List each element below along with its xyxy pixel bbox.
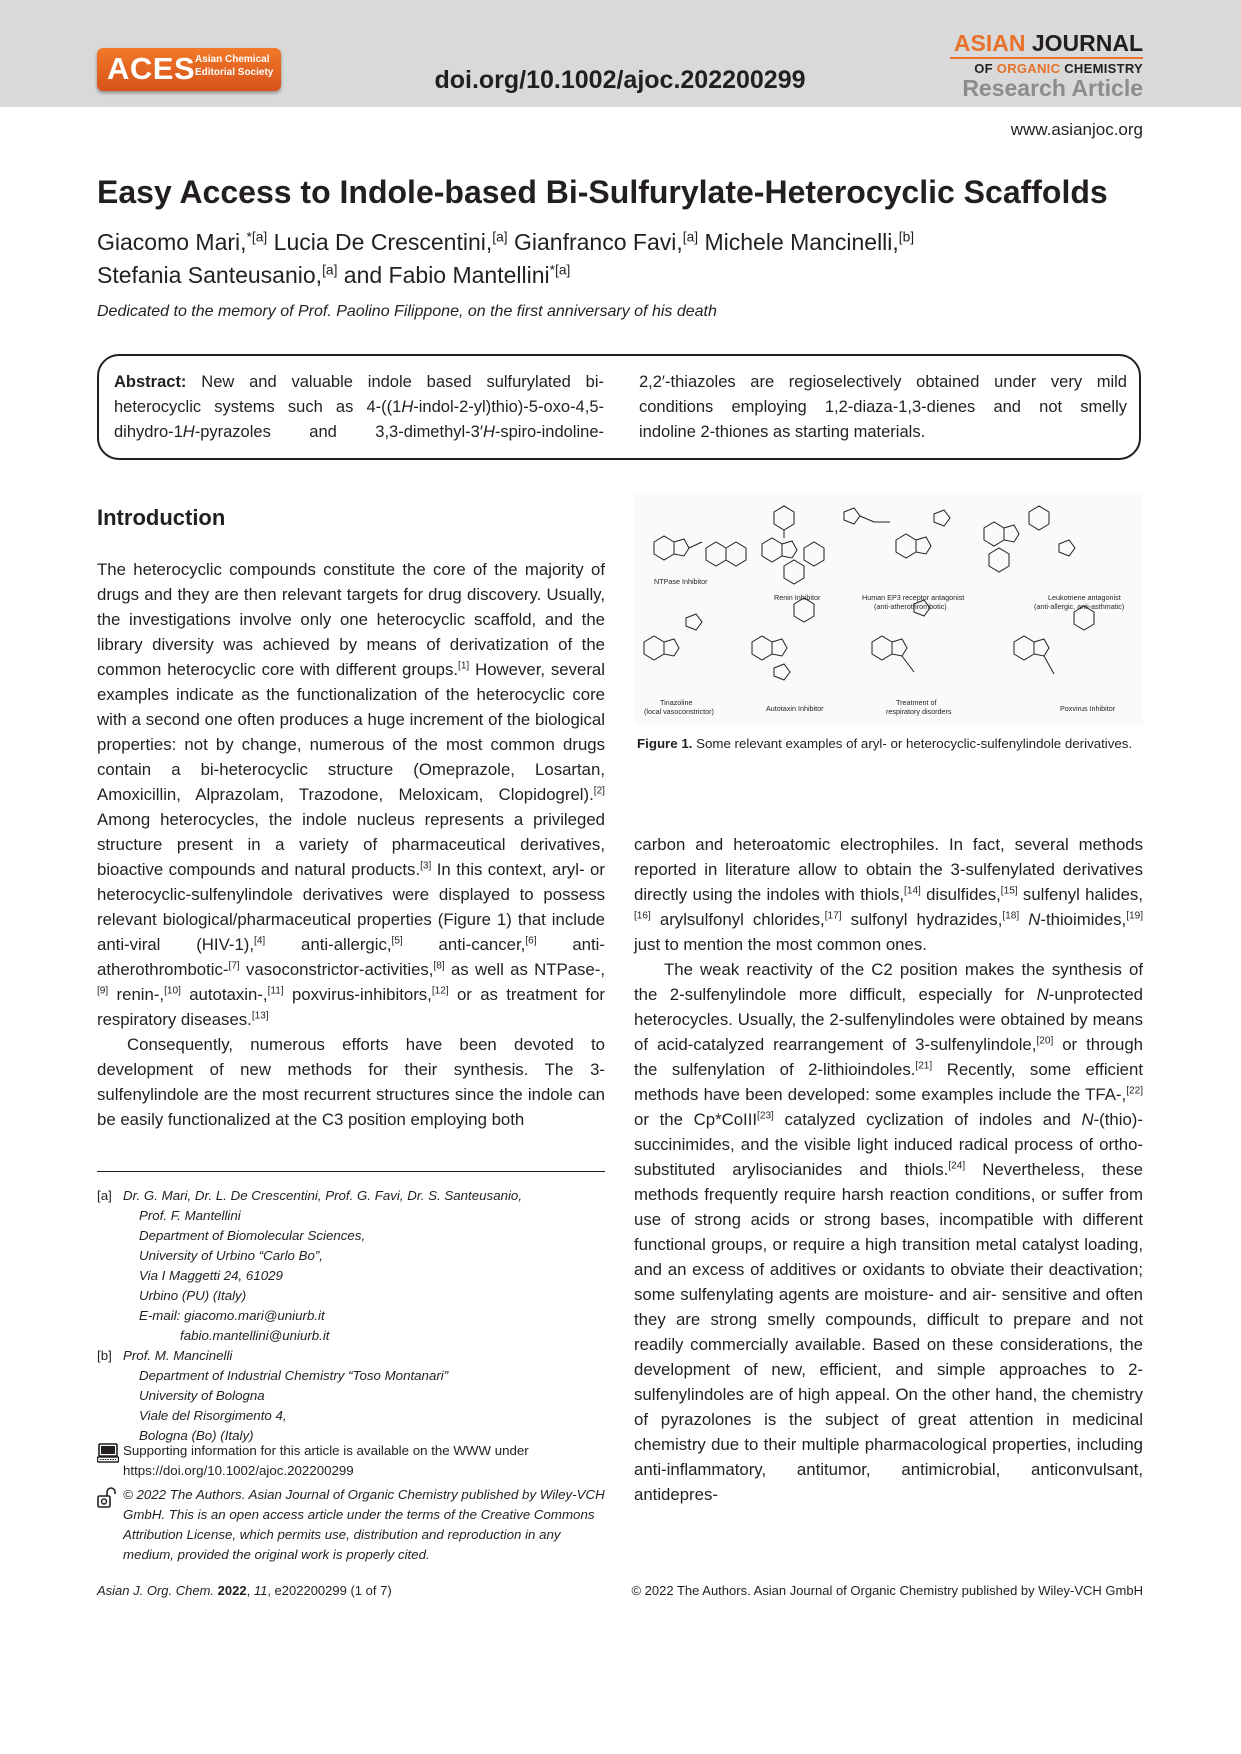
citation[interactable]: [11] <box>267 985 284 997</box>
citation[interactable]: [1] <box>458 660 470 672</box>
figure-label: Leukotriene antagonist <box>1048 593 1121 602</box>
affiliation-b <box>97 1346 607 1446</box>
text-run: vasoconstrictor-activities, <box>239 960 434 979</box>
text-run: or as treatment for respiratory diseases. <box>97 985 605 1029</box>
citation[interactable]: [16] <box>634 910 651 922</box>
figure-1-structures <box>634 492 1143 725</box>
abstract-label: Abstract: <box>114 373 187 391</box>
text-run: -unprotected heterocycles. Usually, the 2-sulfenylindoles were obtained by means of acid-catalyzed rearrangement of 3-sulfenylindole, <box>634 985 1143 1054</box>
text-run: as well as NTPase-, <box>444 960 606 979</box>
citation[interactable]: [12] <box>431 985 449 997</box>
text-run: anti-allergic, <box>265 935 392 954</box>
footer-volume: 11 <box>253 1583 268 1598</box>
author-name: and Fabio Mantellini <box>343 262 550 288</box>
affiliation-line: Viale del Risorgimento 4, <box>139 1408 287 1423</box>
dedication: Dedicated to the memory of Prof. Paolino Filippone, on the first anniversary of his death <box>97 303 717 320</box>
abstract-text: New and valuable indole based sulfurylated bi- <box>186 373 604 391</box>
figure-label: (anti-allergic, anti-asthmatic) <box>1034 602 1125 611</box>
footer-article-id: , e202200299 (1 of 7) <box>267 1583 392 1598</box>
abstract-text: dihydro-1 <box>114 423 183 441</box>
text-run: poxvirus-inhibitors, <box>283 985 432 1004</box>
citation[interactable]: [24] <box>948 1160 966 1172</box>
text-run: or through the sulfenylation of 2-lithioindoles. <box>634 1035 1143 1079</box>
email-line[interactable]: fabio.mantellini@uniurb.it <box>180 1328 330 1343</box>
abstract-text: -indol-2-yl)thio)-5-oxo-4,5- <box>413 398 604 416</box>
footer-citation: Asian J. Org. Chem. 2022, 11, e202200299 (1 of 7) <box>97 1583 392 1598</box>
affiliation-line: Dr. G. Mari, Dr. L. De Crescentini, Prof. G. Favi, Dr. S. Santeusanio, <box>123 1188 523 1203</box>
aces-logo[interactable] <box>97 48 281 91</box>
computer-icon <box>97 1443 119 1463</box>
affiliation-a <box>97 1186 607 1346</box>
author-affiliation-mark: *[a] <box>246 229 268 245</box>
author-list <box>97 226 1147 292</box>
supporting-info-text[interactable]: Supporting information for this article is available on the WWW under https://doi.org/10.1002/ajoc.202200299 <box>123 1443 529 1478</box>
author-affiliation-mark: *[a] <box>549 262 571 278</box>
affiliation-line: Prof. M. Mancinelli <box>123 1348 233 1363</box>
affiliation-line: Urbino (PU) (Italy) <box>139 1288 247 1303</box>
citation[interactable]: [13] <box>251 1010 269 1022</box>
footer-copyright: © 2022 The Authors. Asian Journal of Organic Chemistry published by Wiley-VCH GmbH <box>631 1583 1143 1598</box>
text-run: anti-atherothrombotic- <box>97 935 605 979</box>
text-run: The heterocyclic compounds constitute the core of the majority of drugs and they are then relevant targets for drug discovery. Usually, the investigations involve only one heterocyclic scaffold, and the library diversity was achieved by means of derivatization of the common heterocyclic core with different groups. <box>97 560 605 679</box>
journal-website-link[interactable]: www.asianjoc.org <box>1010 120 1143 139</box>
citation[interactable]: [8] <box>433 960 445 972</box>
figure-label: (local vasoconstrictor) <box>644 707 714 716</box>
text-run: autotaxin-, <box>180 985 268 1004</box>
citation[interactable]: [14] <box>904 885 921 897</box>
left-column-body <box>97 557 605 1132</box>
abstract-italic: H <box>182 423 195 441</box>
figure-label: Poxvirus Inhibitor <box>1060 704 1116 713</box>
abstract-text: indoline 2-thiones as starting materials. <box>639 423 926 441</box>
right-column-body <box>634 832 1143 1507</box>
text-run: sulfonyl hydrazides, <box>841 910 1003 929</box>
figure-label: NTPase Inhibitor <box>654 577 708 586</box>
text-run: Among heterocycles, the indole nucleus represents a privileged structure present in a variety of pharmaceutical derivatives, bioactive compounds and natural products. <box>97 810 605 879</box>
citation[interactable]: [23] <box>757 1110 774 1122</box>
paragraph <box>634 832 1143 957</box>
text-run: catalyzed cyclization of indoles and <box>773 1110 1082 1129</box>
affiliation-line: University of Bologna <box>139 1388 265 1403</box>
text-run: -(thio)-succinimides, and the visible light induced radical process of ortho-substituted arylisocianides and thiols. <box>634 1110 1143 1179</box>
footer-journal: Asian J. Org. Chem. <box>97 1583 215 1598</box>
journal-word-asian: ASIAN <box>953 30 1026 56</box>
text-run: Recently, some efficient methods have been developed: some examples include the TFA-, <box>634 1060 1144 1104</box>
citation[interactable]: [9] <box>97 985 109 997</box>
author-name: Gianfranco Favi, <box>514 229 683 255</box>
abstract-text: 2,2′-thiazoles are regioselectively obtained under very mild <box>639 373 1127 391</box>
author-affiliation-mark: [b] <box>898 229 915 245</box>
article-type: Research Article <box>962 75 1143 101</box>
aces-logo-text: ACES <box>107 51 196 86</box>
italic-run: N <box>1081 1110 1094 1129</box>
article-title: Easy Access to Indole-based Bi-Sulfurylate-Heterocyclic Scaffolds <box>97 174 1108 210</box>
text-run: Nevertheless, these methods frequently require harsh reaction conditions, or suffer from use of strong acids or strong bases, incompatible with different functional groups, or require a high transition metal catalyst loading, and an excess of additives or oxidants to obviate their deactivation; some sulfenylating agents are moisture- and air- sensitive and often they are strong smelly compounds, difficult to prepare and not readily commercially available. Based on these considerations, the development of new, efficient, and simple approaches to 2-sulfenylindoles are of high appeal. On the other hand, the chemistry of pyrazolones is the subject of great attention in medicinal chemistry due to their multiple pharmacological properties, including anti-inflammatory, antitumor, antimicrobial, anticonvulsant, antidepres- <box>634 1160 1143 1504</box>
poxvirus-inhibitor-structure <box>1014 606 1094 674</box>
text-run: just to mention the most common ones. <box>634 935 927 954</box>
section-heading-introduction: Introduction <box>97 505 226 530</box>
paragraph <box>97 557 605 1032</box>
leukotriene-antagonist-structure <box>984 506 1075 572</box>
citation[interactable]: [15] <box>1000 885 1018 897</box>
paragraph: Consequently, numerous efforts have been devoted to development of new methods for their synthesis. The 3-sulfenylindole are the most recurrent structures since the indole can be easily functionalized at the C3 position employing both <box>97 1035 605 1129</box>
author-name: Giacomo Mari, <box>97 229 247 255</box>
citation[interactable]: [5] <box>391 935 403 947</box>
figure-1 <box>634 492 1143 725</box>
text-run: The weak reactivity of the C2 position makes the synthesis of the 2-sulfenylindole more difficult, especially for <box>634 960 1143 1004</box>
abstract-italic: H <box>482 423 495 441</box>
text-run: -thioimides, <box>1040 910 1127 929</box>
open-lock-icon <box>97 1487 117 1509</box>
text-run: However, several examples indicate as the functionalization of the heterocyclic core with a second one often produces a huge increment of the biological properties: not by change, numerous of the most common drugs contain a bi-heterocyclic structure (Omeprazole, Losartan, Amoxicillin, Alprazolam, Trazodone, Meloxicam, Clopidogrel). <box>97 660 605 804</box>
text-run: carbon and heteroatomic electrophiles. In fact, several methods reported in literature allow to obtain the 3-sulfenylated derivatives directly using the indoles with thiols, <box>634 835 1143 904</box>
tinazoline-structure <box>644 614 702 660</box>
doi-link[interactable]: doi.org/10.1002/ajoc.202200299 <box>434 66 806 94</box>
text-run: renin-, <box>108 985 165 1004</box>
paragraph <box>634 957 1143 1507</box>
italic-run: N <box>1019 910 1041 929</box>
citation[interactable]: [6] <box>525 935 537 947</box>
figure-caption-text: Some relevant examples of aryl- or heterocyclic-sulfenylindole derivatives. <box>692 736 1133 751</box>
abstract-text: conditions employing 1,2-diaza-1,3-dienes and not smelly <box>639 398 1127 416</box>
figure-caption-label: Figure 1. <box>637 736 693 751</box>
renin-inhibitor-structure <box>762 506 824 584</box>
citation[interactable]: [4] <box>254 935 266 947</box>
affiliation-tag: [a] <box>97 1188 112 1203</box>
author-name: Lucia De Crescentini, <box>273 229 493 255</box>
figure-label: Renin Inhibitor <box>774 593 821 602</box>
footnote-divider <box>97 1171 605 1172</box>
license-text: © 2022 The Authors. Asian Journal of Organic Chemistry published by Wiley-VCH GmbH. This is an open access article under the terms of the Creative Commons Attribution License, which permits use, distribution and reproduction in any medium, provided the original work is properly cited. <box>123 1487 605 1562</box>
affiliation-line: Via I Maggetti 24, 61029 <box>139 1268 283 1283</box>
affiliation-line: Department of Biomolecular Sciences, <box>139 1228 366 1243</box>
abstract-text: -pyrazoles and 3,3-dimethyl-3′ <box>194 423 483 441</box>
italic-run: N <box>1036 985 1049 1004</box>
affiliation-line: Prof. F. Mantellini <box>139 1208 241 1223</box>
figure-label: Autotaxin Inhibitor <box>766 704 824 713</box>
affiliation-line: Department of Industrial Chemistry “Toso Montanari” <box>139 1368 449 1383</box>
author-name: Stefania Santeusanio, <box>97 262 323 288</box>
citation[interactable]: [7] <box>228 960 240 972</box>
author-affiliation-mark: [a] <box>322 262 338 278</box>
human-ep3-antagonist-structure <box>844 508 950 558</box>
citation[interactable]: [10] <box>164 985 181 997</box>
text-run: In this context, aryl- or heterocyclic-sulfenylindole derivatives were displayed to possess relevant biological/pharmaceutical properties (Figure 1) that include anti-viral (HIV-1), <box>97 860 605 954</box>
journal-word-journal: JOURNAL <box>1031 30 1143 56</box>
abstract-text: heterocyclic systems such as 4-((1 <box>114 398 402 416</box>
affiliation-line: Bologna (Bo) (Italy) <box>139 1428 254 1443</box>
abstract-box <box>97 354 1141 460</box>
author-affiliation-mark: [a] <box>492 229 508 245</box>
affiliation-line: University of Urbino “Carlo Bo”, <box>139 1248 323 1263</box>
citation[interactable]: [2] <box>593 785 605 797</box>
ntpase-inhibitor-structure <box>654 536 746 566</box>
journal-word-organic: ORGANIC <box>996 61 1061 76</box>
abstract-text: -spiro-indoline- <box>494 423 604 441</box>
citation[interactable]: [18] <box>1002 910 1020 922</box>
aces-logo-subtitle: Asian Chemical <box>195 54 270 65</box>
affiliations <box>97 1186 607 1446</box>
autotaxin-inhibitor-structure <box>752 598 814 680</box>
citation[interactable]: [17] <box>824 910 842 922</box>
text-run: sulfenyl halides, <box>1017 885 1143 904</box>
abstract-left-column <box>114 370 604 445</box>
citation[interactable]: [20] <box>1036 1035 1054 1047</box>
text-run: disulfides, <box>920 885 1001 904</box>
license <box>97 1485 607 1565</box>
journal-word-of: OF <box>974 61 993 76</box>
supporting-info <box>97 1441 607 1481</box>
text-run: arylsulfonyl chlorides, <box>650 910 825 929</box>
figure-label: Treatment of <box>896 698 937 707</box>
author-affiliation-mark: [a] <box>682 229 699 245</box>
journal-rule <box>950 57 1143 59</box>
journal-logo <box>950 30 1143 101</box>
citation[interactable]: [21] <box>915 1060 933 1072</box>
text-run: or the Cp*CoIII <box>634 1110 758 1129</box>
author-name: Michele Mancinelli, <box>704 229 899 255</box>
figure-label: Tinazoline <box>660 698 693 707</box>
abstract-right-column <box>639 370 1127 445</box>
citation[interactable]: [22] <box>1126 1085 1143 1097</box>
citation[interactable]: [19] <box>1126 910 1143 922</box>
citation[interactable]: [3] <box>420 860 432 872</box>
journal-word-chemistry: CHEMISTRY <box>1064 61 1143 76</box>
figure-label: Human EP3 receptor antagonist <box>862 593 965 602</box>
abstract-italic: H <box>401 398 414 416</box>
figure-label: (anti-atherothrombotic) <box>874 602 947 611</box>
email-line[interactable]: E-mail: giacomo.mari@uniurb.it <box>139 1308 325 1323</box>
aces-logo-subtitle: Editorial Society <box>195 67 274 78</box>
figure-caption <box>637 735 1143 753</box>
affiliation-tag: [b] <box>97 1348 112 1363</box>
supporting-info-block <box>97 1437 607 1565</box>
text-run: anti-cancer, <box>402 935 526 954</box>
figure-label: respiratory disorders <box>886 707 952 716</box>
footer-year: 2022 <box>217 1583 247 1598</box>
